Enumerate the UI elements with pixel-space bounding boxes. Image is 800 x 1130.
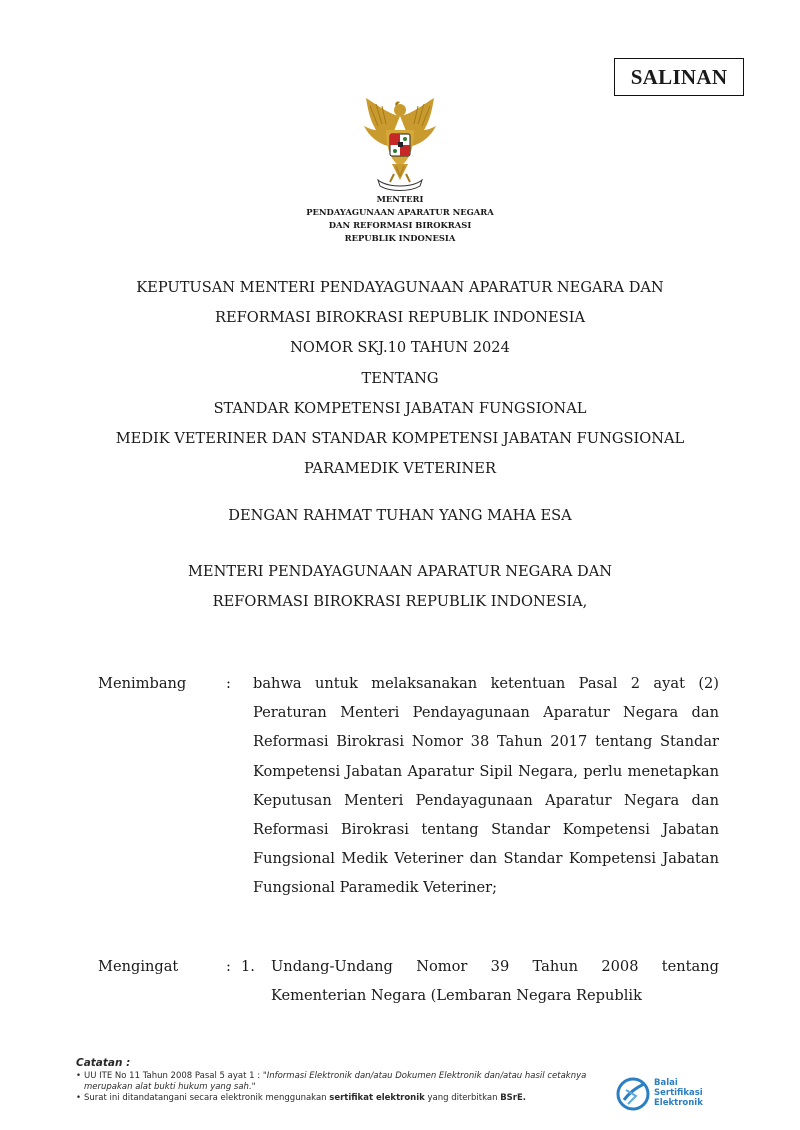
note-2-start: Surat ini ditandatangani secara elektronik menggunakan (84, 1093, 327, 1103)
title-line: MEDIK VETERINER DAN STANDAR KOMPETENSI JABATAN FUNGSIONAL (115, 430, 685, 448)
bsre-logo-icon (616, 1076, 650, 1112)
mengingat-item-number: 1. (241, 958, 255, 975)
minister-line: MENTERI PENDAYAGUNAAN APARATUR NEGARA DAN (187, 563, 613, 580)
bullet-icon: • (76, 1093, 82, 1103)
title-line: STANDAR KOMPETENSI JABATAN FUNGSIONAL (213, 399, 587, 417)
salinan-stamp: SALINAN (614, 58, 744, 96)
bsre-line: Balai (654, 1078, 678, 1088)
title-line: REFORMASI BIROKRASI REPUBLIK INDONESIA (214, 309, 586, 327)
note-2-mid: yang diterbitkan (427, 1093, 498, 1103)
title-line: NOMOR SKJ.10 TAHUN 2024 (290, 339, 510, 357)
ministry-line: MENTERI (376, 194, 424, 204)
note-2-end: BSrE. (500, 1093, 527, 1103)
catatan-title: Catatan : (76, 1057, 131, 1069)
note-1-prefix: UU ITE No 11 Tahun 2008 Pasal 5 ayat 1 : (84, 1071, 261, 1081)
ministry-line: REPUBLIK INDONESIA (344, 233, 456, 243)
title-line: KEPUTUSAN MENTERI PENDAYAGUNAAN APARATUR NEGARA DAN (136, 279, 664, 296)
mengingat-label: Mengingat (98, 958, 179, 975)
mengingat-colon: : (226, 958, 231, 975)
bullet-icon: • (76, 1071, 82, 1081)
mengingat-item-body: Undang-Undang Nomor 39 Tahun 2008 tentang Kementerian Negara (Lembaran Negara Republik (271, 958, 719, 1005)
minister-heading (60, 557, 740, 616)
ministry-line: DAN REFORMASI BIROKRASI (328, 220, 472, 230)
catatan-note-2 (76, 1093, 606, 1104)
menimbang-text: bahwa untuk melaksanakan ketentuan Pasal 2 ayat (2) Peraturan Menteri Pendayagunaan Aparatur Negara dan Reformasi Birokrasi Nomor 38 Tahun 2017 tentang Standar Kompetensi Jabatan Aparatur Sipil Negara, perlu menetapkan Keputusan Menteri Pendayagunaan Aparatur Negara dan Reformasi Birokrasi tentang Standar Kompetensi Jabatan Fungsional Medik Veteriner dan Standar Kompetensi Jabatan Fungsional Paramedik Veteriner; (253, 675, 719, 897)
ministry-header (200, 193, 600, 245)
menimbang-colon: : (226, 675, 231, 692)
bsre-logo-text (654, 1078, 703, 1108)
note-2-bold: sertifikat elektronik (329, 1093, 425, 1103)
catatan-note-1 (76, 1071, 606, 1093)
blessing-line: DENGAN RAHMAT TUHAN YANG MAHA ESA (228, 507, 572, 524)
menimbang-label: Menimbang (98, 675, 187, 692)
title-line: TENTANG (361, 369, 439, 387)
catatan-footer (76, 1055, 606, 1104)
decree-title (60, 273, 740, 484)
bsre-line: Elektronik (654, 1098, 703, 1108)
title-line: PARAMEDIK VETERINER (304, 460, 496, 478)
ministry-line: PENDAYAGUNAAN APARATUR NEGARA (306, 207, 494, 217)
note-1-quote: "Informasi Elektronik dan/atau Dokumen Elektronik dan/atau hasil cetaknya merupakan alat bukti hukum yang sah." (84, 1071, 587, 1092)
mengingat-item-text (271, 952, 719, 1010)
garuda-emblem-icon (354, 96, 446, 192)
bsre-line: Sertifikasi (654, 1088, 703, 1098)
bsre-logo (616, 1076, 728, 1116)
minister-line: REFORMASI BIROKRASI REPUBLIK INDONESIA, (212, 592, 588, 610)
